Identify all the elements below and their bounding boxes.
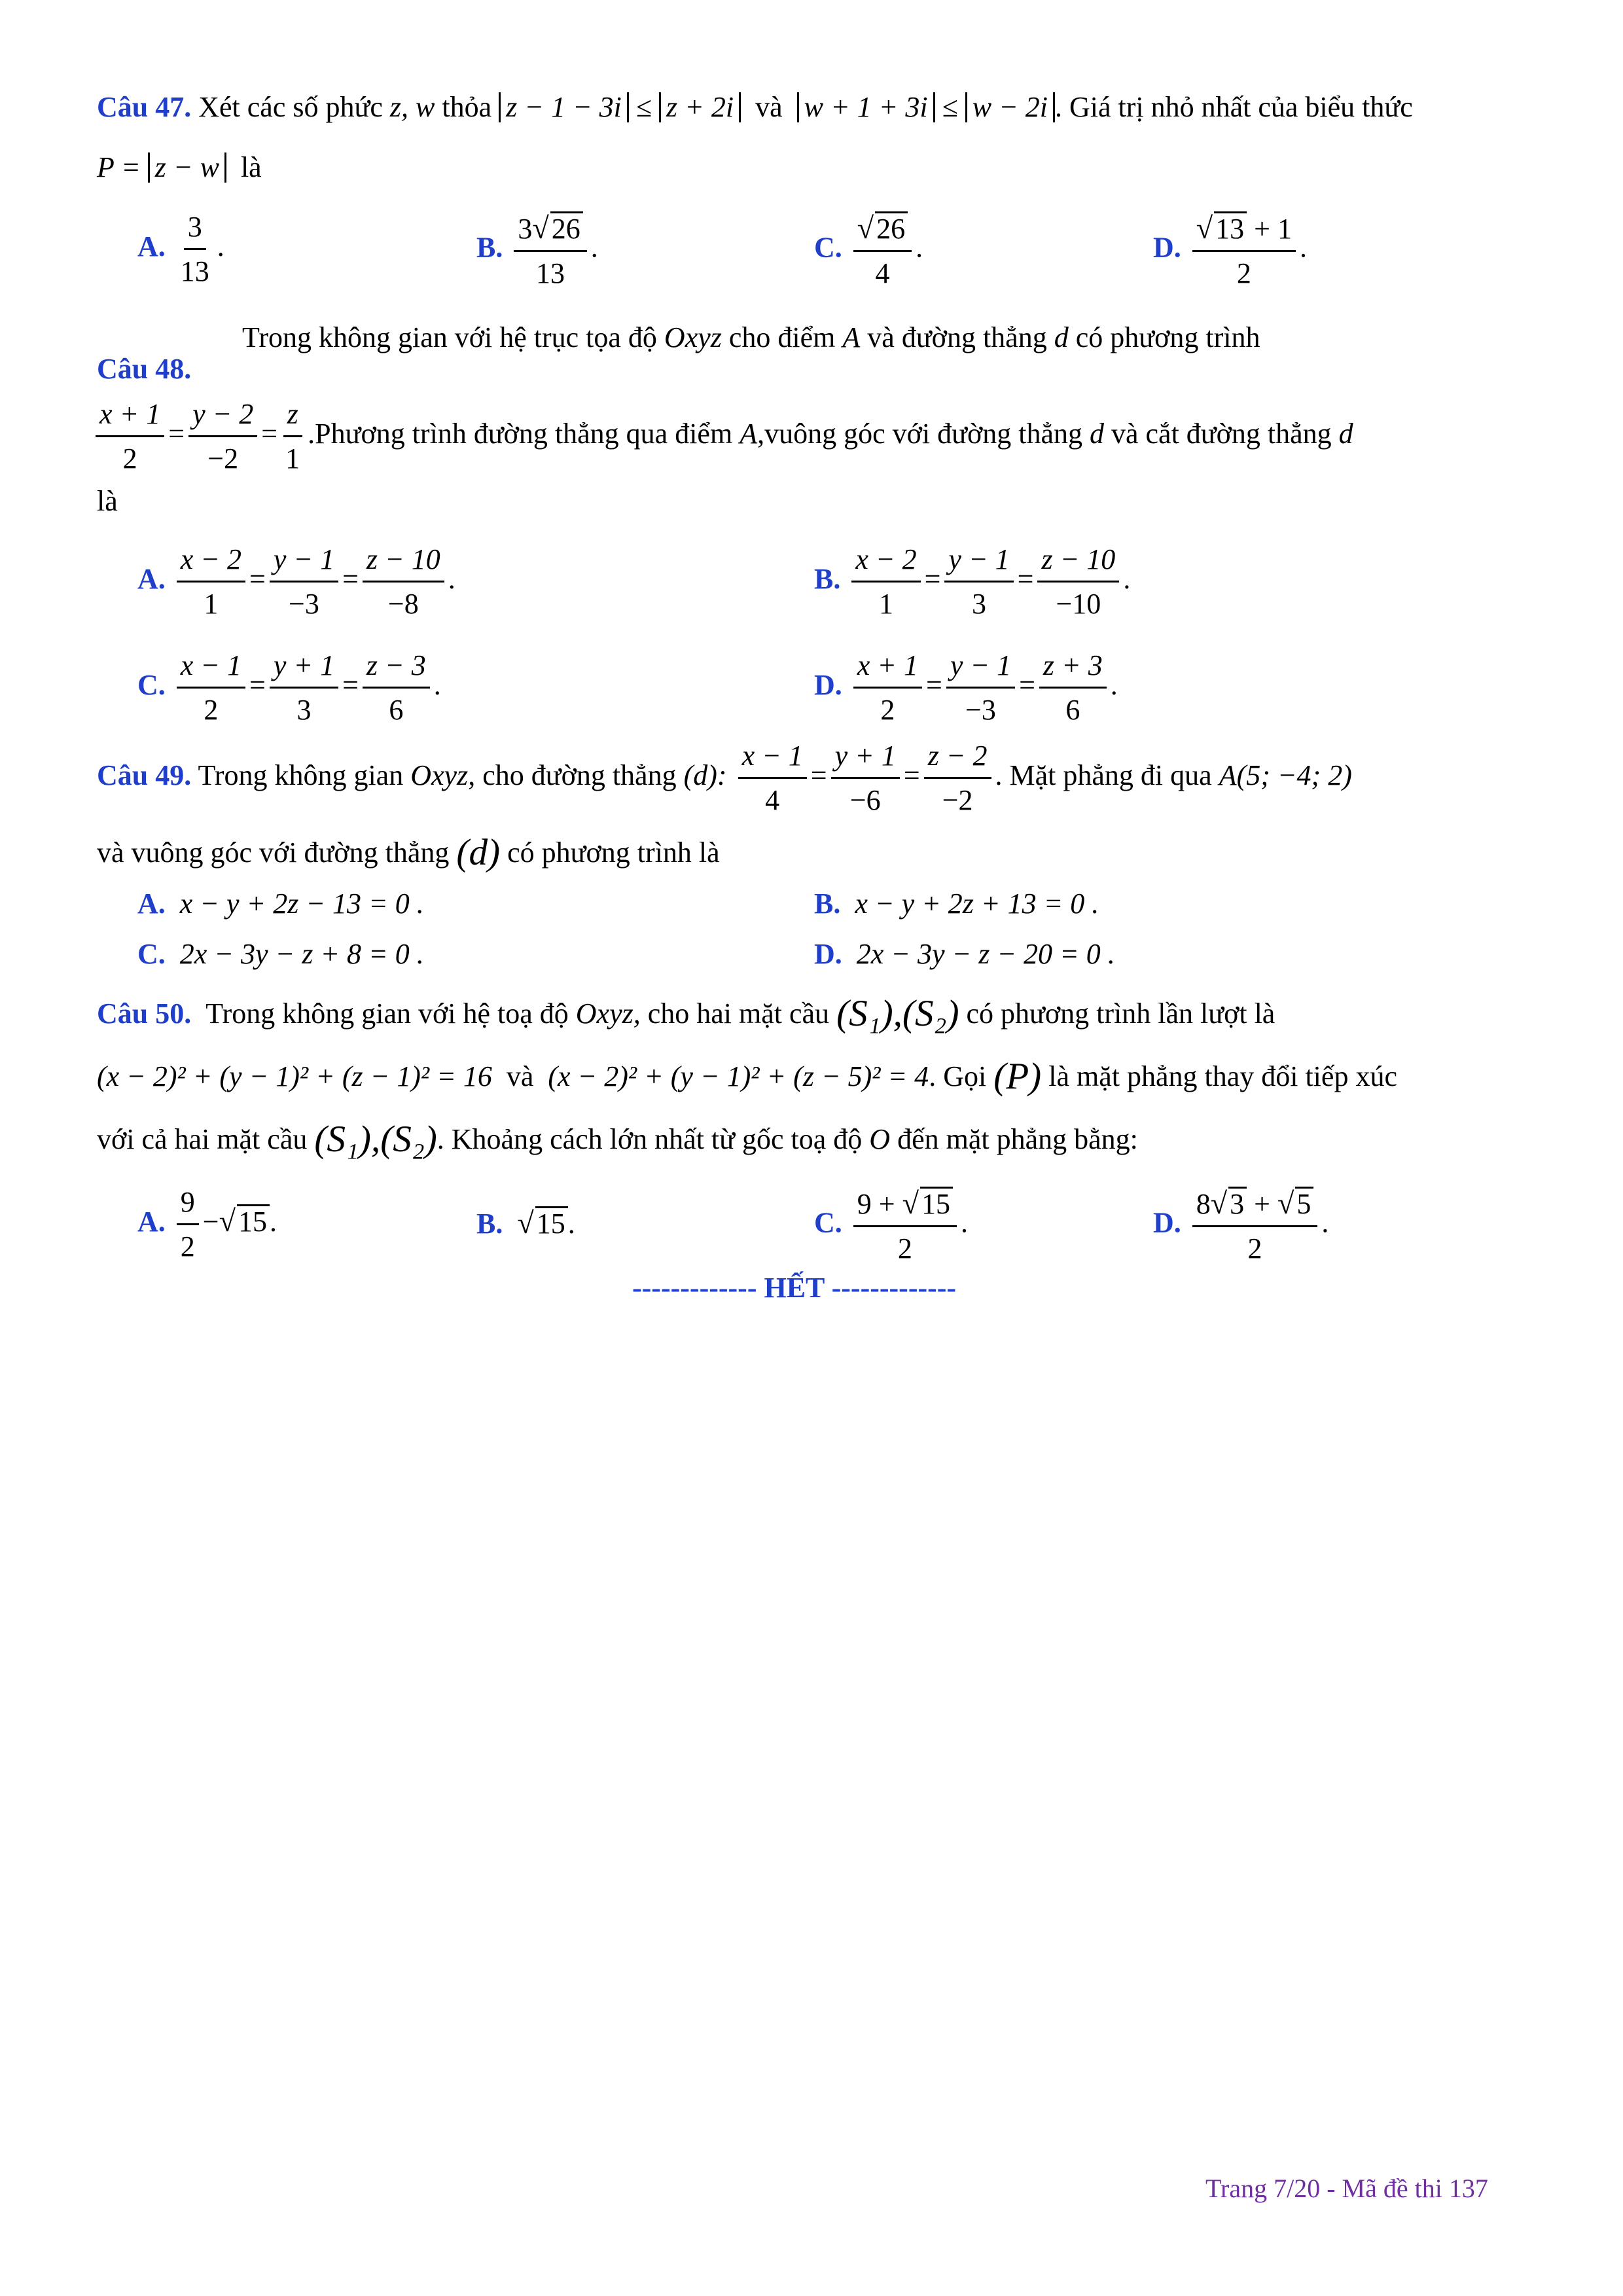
q49-label: Câu 49.: [97, 759, 192, 792]
q47-line2: [97, 151, 262, 184]
fraction: $\frac{√13 + 1}{2}$: [1192, 211, 1296, 290]
q50-option-a[interactable]: A. $\frac{9}{2}$ −√15.: [137, 1186, 277, 1263]
q47-cond2-right: w − 2i: [965, 92, 1055, 122]
q47-thoa: thỏa: [442, 91, 492, 123]
fraction: $\frac{√26}{4}$: [853, 211, 912, 290]
q47-line1: [97, 90, 1413, 124]
q49-line2: và vuông góc với đường thẳng (d) có phương trình là: [97, 832, 720, 873]
q50-line2: (x − 2)² + (y − 1)² + (z − 1)² = 16 và (x − 2)² + (y − 1)² + (z − 5)² = 4. Gọi (P) là mặt phẳng thay đổi tiếp xúc: [97, 1056, 1397, 1097]
option-label: B.: [476, 1208, 503, 1240]
option-label: A.: [137, 888, 166, 920]
q49-option-a[interactable]: A. x − y + 2z − 13 = 0 .: [137, 888, 424, 920]
option-label: C.: [137, 938, 166, 970]
q50-option-b[interactable]: B. √15.: [476, 1206, 575, 1240]
q47-cond1-left: z − 1 − 3i: [499, 92, 629, 122]
option-label: D.: [814, 669, 842, 702]
option-label: B.: [814, 563, 841, 596]
q47-cond1-right: z + 2i: [659, 92, 741, 122]
q47-le2: ≤: [942, 91, 958, 123]
q48-line2: $\frac{x + 1}{2}$ = $\frac{y - 2}{-2}$ = $\frac{z}{1}$ .Phương trình đường thẳng qua điểm A,vuông góc với đường thẳng d và cắt đường thẳng d: [92, 398, 1353, 475]
q47-tail: . Giá trị nhỏ nhất của biểu thức: [1054, 91, 1413, 123]
q50-option-d[interactable]: D. $\frac{8√3 + √5}{2}$ .: [1153, 1187, 1329, 1265]
q48-label: Câu 48.: [97, 353, 192, 385]
q47-la: là: [240, 151, 262, 183]
option-label: C.: [814, 231, 842, 264]
fraction: $\frac{3√26}{13}$: [514, 211, 586, 290]
q48-option-b[interactable]: B. $\frac{x - 2}{1}$ = $\frac{y - 1}{3}$ = $\frac{z - 10}{-10}$ .: [814, 543, 1131, 620]
q47-option-b[interactable]: B. $\frac{3√26}{13}$ .: [476, 211, 598, 289]
q49-option-b[interactable]: B. x − y + 2z + 13 = 0 .: [814, 888, 1099, 920]
q47-intro: Xét các số phức: [198, 91, 383, 123]
option-label: A.: [137, 1206, 166, 1238]
option-label: D.: [814, 938, 842, 970]
option-label: B.: [476, 231, 503, 264]
q47-option-a[interactable]: A. $\frac{3}{13}$ .: [137, 211, 224, 287]
q49-option-c[interactable]: C. 2x − 3y − z + 8 = 0 .: [137, 938, 424, 970]
fraction: $\frac{y - 2}{-2}$: [188, 398, 257, 475]
option-label: D.: [1153, 1206, 1181, 1239]
option-label: D.: [1153, 231, 1181, 264]
q47-vars: z, w: [389, 91, 435, 123]
q47-le1: ≤: [635, 91, 652, 123]
q50-option-c[interactable]: C. $\frac{9 + √15}{2}$ .: [814, 1187, 968, 1265]
fraction: $\frac{3}{13}$: [180, 211, 209, 287]
option-label: A.: [137, 563, 166, 596]
q48-la: là: [97, 485, 118, 517]
option-label: C.: [137, 669, 166, 702]
q50-line1: Câu 50. Trong không gian với hệ toạ độ Oxyz, cho hai mặt cầu (S₁),(S₂) có phương trình lần lượt là: [97, 993, 1275, 1034]
option-label: A.: [137, 230, 166, 263]
q47-option-d[interactable]: D. $\frac{√13 + 1}{2}$ .: [1153, 211, 1307, 289]
q48-option-c[interactable]: C. $\frac{x - 1}{2}$ = $\frac{y + 1}{3}$ = $\frac{z - 3}{6}$ .: [137, 649, 441, 726]
fraction: $\frac{x + 1}{2}$: [96, 398, 164, 475]
q50-line3: với cả hai mặt cầu (S₁),(S₂). Khoảng cách lớn nhất từ gốc toạ độ O đến mặt phẳng bằng:: [97, 1119, 1138, 1160]
q47-p: P =: [97, 151, 141, 183]
q49-point: A(5; −4; 2): [1219, 759, 1352, 792]
q47-va: và: [755, 91, 783, 123]
q47-cond2-left: w + 1 + 3i: [797, 92, 935, 122]
option-label: B.: [814, 888, 841, 920]
q48-line1: Trong không gian với hệ trục tọa độ Oxyz cho điểm A và đường thẳng d có phương trình: [242, 321, 1260, 353]
option-label: C.: [814, 1206, 842, 1239]
fraction: $\frac{z}{1}$: [281, 398, 304, 475]
q47-option-c[interactable]: C. $\frac{√26}{4}$ .: [814, 211, 923, 289]
q50-label: Câu 50.: [97, 997, 192, 1030]
q47-p-abs: z − w: [148, 152, 226, 183]
page-footer: Trang 7/20 - Mã đề thi 137: [1205, 2174, 1488, 2203]
q49-line1: Câu 49. Trong không gian Oxyz, cho đường thẳng (d): $\frac{x - 1}{4}$ = $\frac{y + 1}{-6}$ = $\frac{z - 2}{-2}$ . Mặt phẳng đi qua A(5; −4; 2): [97, 740, 1352, 816]
q47-label: Câu 47.: [97, 91, 192, 123]
q48-option-a[interactable]: A. $\frac{x - 2}{1}$ = $\frac{y - 1}{-3}$ = $\frac{z - 10}{-8}$ .: [137, 543, 455, 620]
q48-option-d[interactable]: D. $\frac{x + 1}{2}$ = $\frac{y - 1}{-3}$ = $\frac{z + 3}{6}$ .: [814, 649, 1118, 726]
end-marker: ------------- HẾT -------------: [632, 1272, 957, 1304]
q49-option-d[interactable]: D. 2x − 3y − z − 20 = 0 .: [814, 938, 1115, 970]
